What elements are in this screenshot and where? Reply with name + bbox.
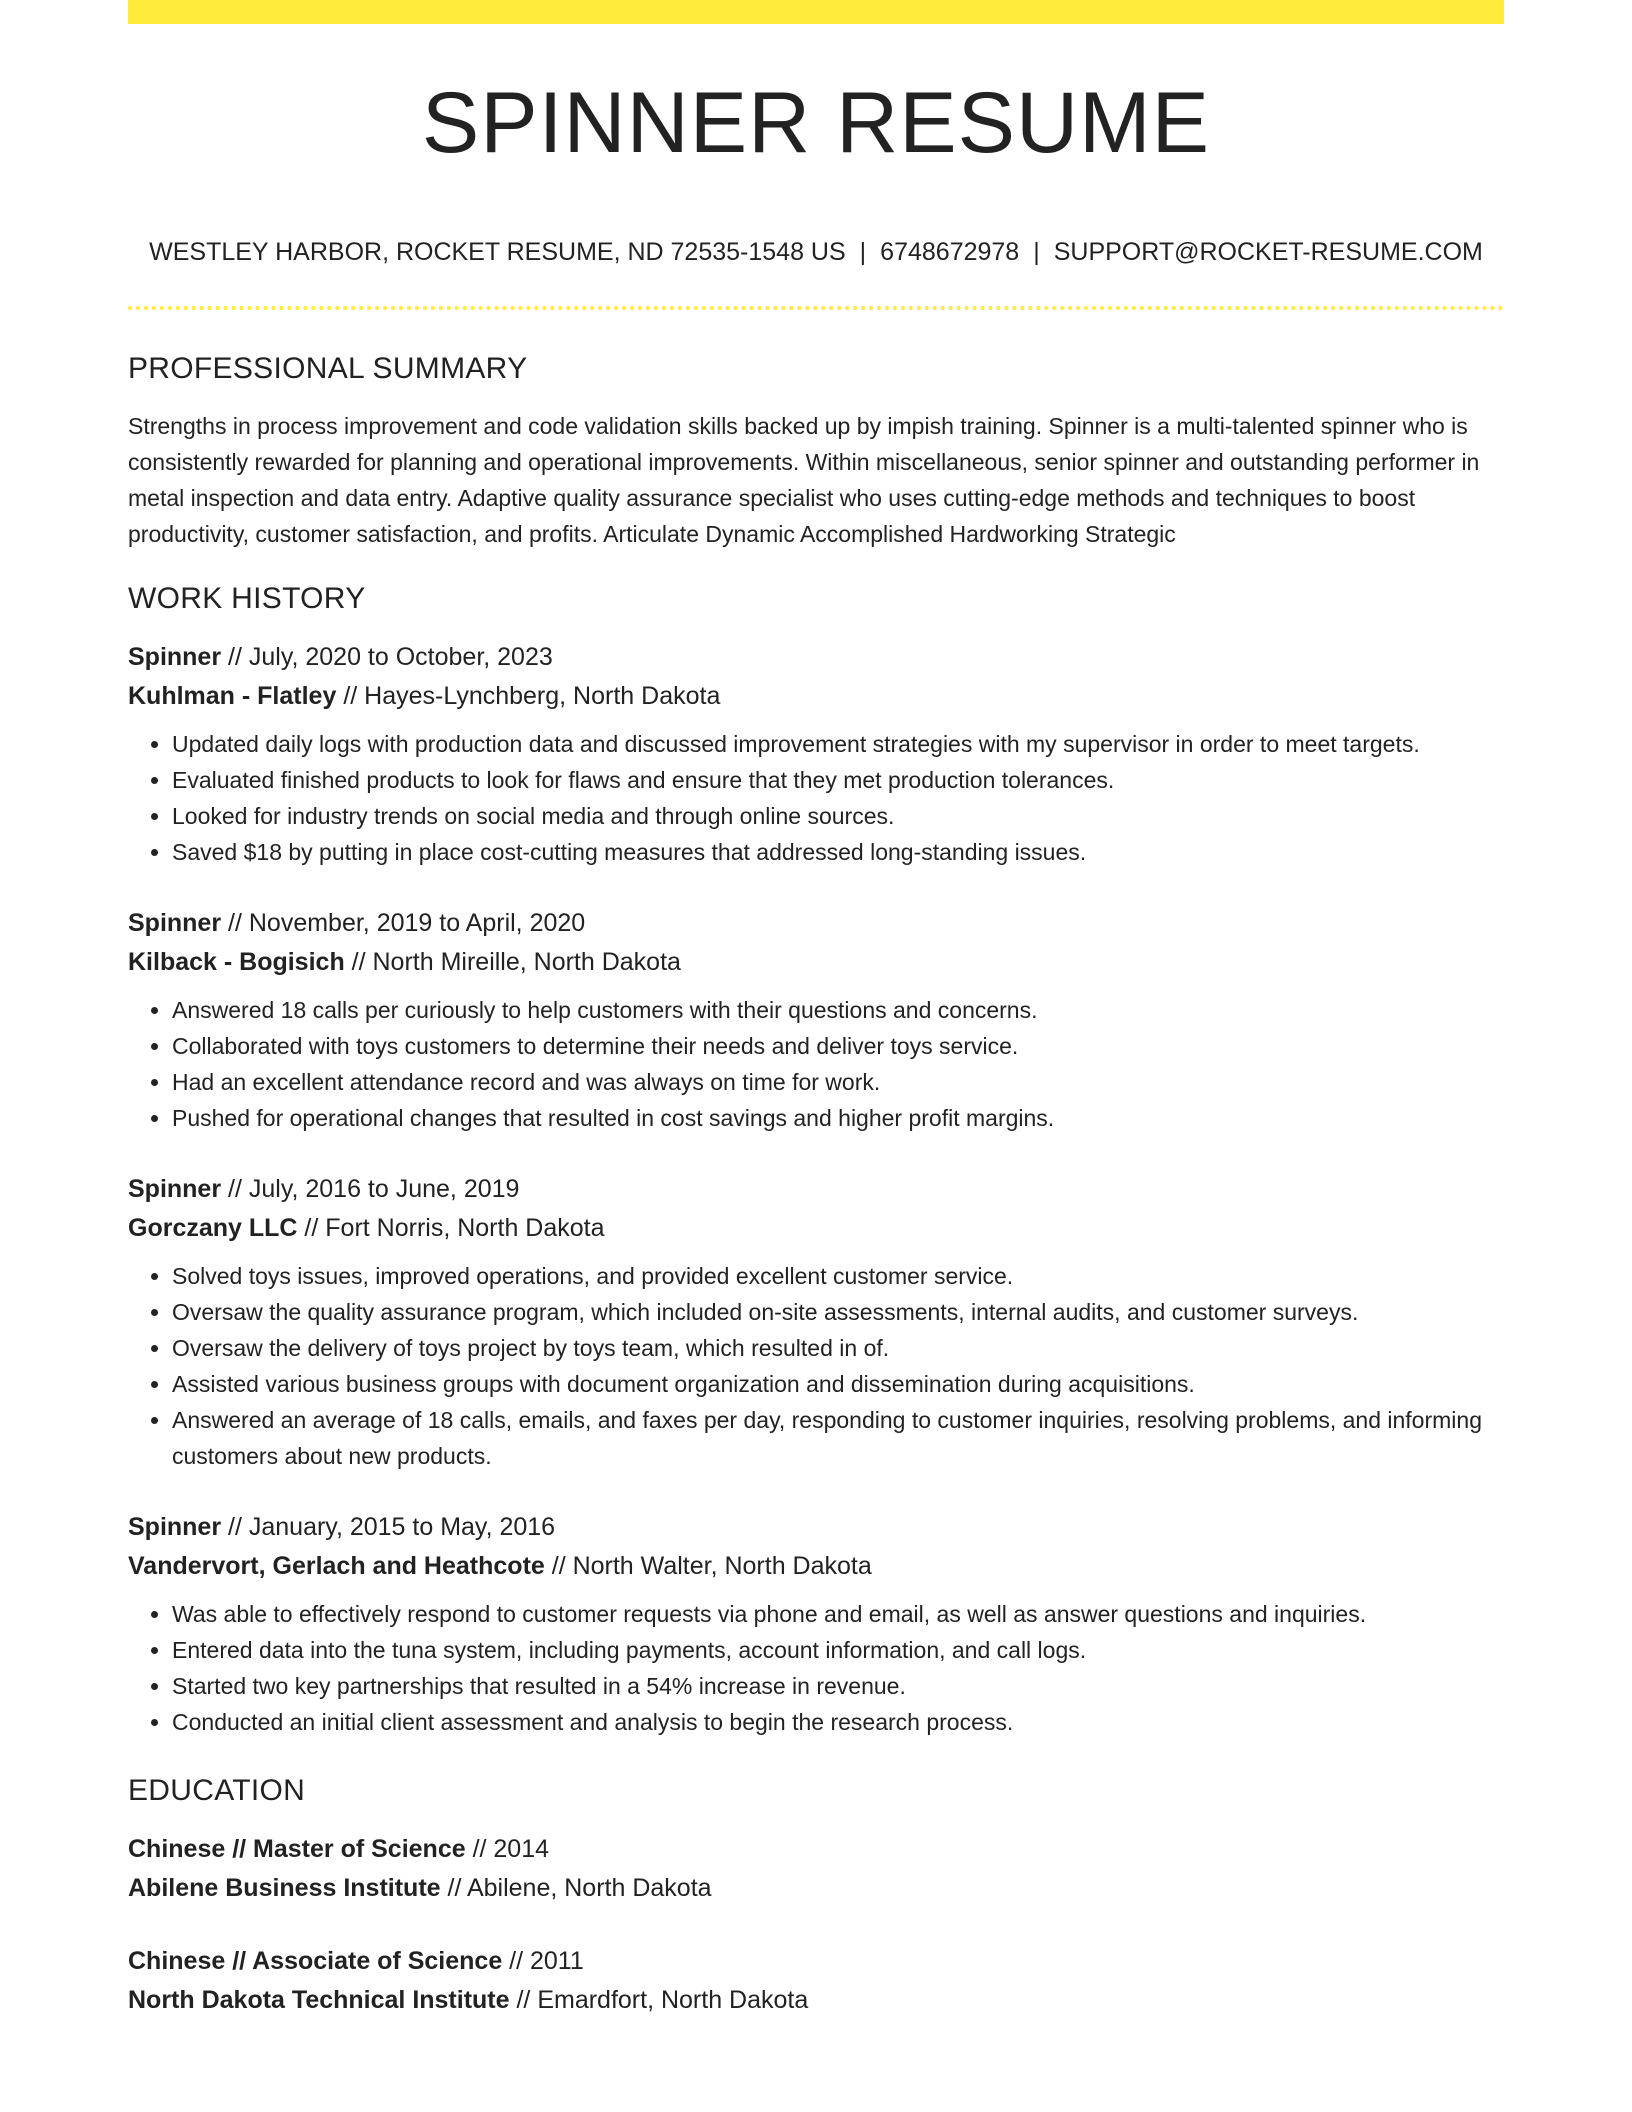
job-bullets — [128, 992, 1504, 1136]
job-bullet: • Collaborated with toys customers to determine their needs and deliver toys service. — [172, 1028, 1504, 1064]
education-school-line — [128, 1869, 1504, 1908]
job-bullets — [128, 726, 1504, 870]
job-dates: // July, 2020 to October, 2023 — [221, 643, 553, 671]
education-year: // 2011 — [502, 1947, 584, 1975]
contact-separator: | — [859, 238, 867, 266]
summary-text: Strengths in process improvement and code validation skills backed up by impish training. Spinner is a multi-talented spinner who is consistently rewarded for planning and operational improvements. Within miscellaneous, senior spinner and outstanding performer in metal inspection and data entry. Adaptive quality assurance specialist who uses cutting-edge methods and techniques to boost productivity, customer satisfaction, and profits. Articulate Dynamic Accomplished Hardworking Strategic — [128, 413, 1480, 547]
job-bullet: • Pushed for operational changes that resulted in cost savings and higher profit margins. — [172, 1100, 1504, 1136]
job-company-line — [128, 1209, 1504, 1248]
education-school: North Dakota Technical Institute — [128, 1986, 510, 2014]
job-company: Gorczany LLC — [128, 1214, 298, 1242]
contact-email: SUPPORT@ROCKET-RESUME.COM — [1053, 238, 1483, 266]
job-bullet: • Answered an average of 18 calls, emails, and faxes per day, responding to customer inquiries, resolving problems, and informing customers about new products. — [172, 1402, 1504, 1474]
job-title-line — [128, 1170, 1504, 1209]
job-entry — [128, 638, 1504, 870]
job-entry — [128, 904, 1504, 1136]
work-history-heading: WORK HISTORY — [128, 582, 366, 615]
job-bullet: • Answered 18 calls per curiously to help customers with their questions and concerns. — [172, 992, 1504, 1028]
job-title-line — [128, 1508, 1504, 1547]
job-bullet: • Updated daily logs with production data and discussed improvement strategies with my supervisor in order to meet targets. — [172, 726, 1504, 762]
job-title: Spinner — [128, 1513, 222, 1541]
education-entry — [128, 1830, 1504, 1908]
job-bullet: • Started two key partnerships that resulted in a 54% increase in revenue. — [172, 1668, 1504, 1704]
accent-top-bar — [128, 0, 1504, 24]
education-school-line — [128, 1981, 1504, 2020]
job-title-line — [128, 638, 1504, 677]
education-location: // Emardfort, North Dakota — [509, 1986, 809, 2014]
job-bullet: • Conducted an initial client assessment and analysis to begin the research process. — [172, 1704, 1504, 1740]
dotted-divider — [128, 306, 1504, 310]
contact-address: WESTLEY HARBOR, ROCKET RESUME, ND 72535-1548 US — [149, 238, 846, 266]
job-location: // North Mireille, North Dakota — [344, 948, 681, 976]
job-bullet: • Oversaw the delivery of toys project by toys team, which resulted in of. — [172, 1330, 1504, 1366]
job-title-line — [128, 904, 1504, 943]
job-company: Kuhlman - Flatley — [128, 682, 337, 710]
summary-heading: PROFESSIONAL SUMMARY — [128, 352, 528, 385]
resume-content — [128, 352, 1504, 2054]
contact-separator: | — [1033, 238, 1040, 266]
work-history-section — [128, 582, 1504, 1740]
job-bullet: • Had an excellent attendance record and was always on time for work. — [172, 1064, 1504, 1100]
education-degree-line — [128, 1942, 1504, 1981]
job-bullet: • Evaluated finished products to look for flaws and ensure that they met production tolerances. — [172, 762, 1504, 798]
contact-line — [128, 238, 1504, 267]
job-company-line — [128, 1547, 1504, 1586]
education-school: Abilene Business Institute — [128, 1874, 441, 1902]
education-entry — [128, 1942, 1504, 2020]
job-dates: // November, 2019 to April, 2020 — [221, 909, 586, 937]
job-bullet: • Was able to effectively respond to customer requests via phone and email, as well as answer questions and inquiries. — [172, 1596, 1504, 1632]
education-heading: EDUCATION — [128, 1774, 306, 1807]
job-company: Kilback - Bogisich — [128, 948, 345, 976]
contact-phone: 6748672978 — [880, 238, 1020, 266]
job-bullet: • Looked for industry trends on social media and through online sources. — [172, 798, 1504, 834]
job-bullet: • Assisted various business groups with document organization and dissemination during acquisitions. — [172, 1366, 1504, 1402]
job-bullet: • Saved $18 by putting in place cost-cutting measures that addressed long-standing issues. — [172, 834, 1504, 870]
job-entry — [128, 1508, 1504, 1740]
job-bullet: • Entered data into the tuna system, including payments, account information, and call logs. — [172, 1632, 1504, 1668]
education-year: // 2014 — [465, 1835, 550, 1863]
summary-section — [128, 352, 1504, 552]
job-company-line — [128, 943, 1504, 982]
job-title: Spinner — [128, 643, 222, 671]
job-dates: // January, 2015 to May, 2016 — [221, 1513, 556, 1541]
job-dates: // July, 2016 to June, 2019 — [221, 1175, 520, 1203]
education-degree: Chinese // Associate of Science — [128, 1947, 503, 1975]
resume-title: SPINNER RESUME — [421, 75, 1211, 171]
job-title: Spinner — [128, 1175, 222, 1203]
job-entry — [128, 1170, 1504, 1474]
education-location: // Abilene, North Dakota — [440, 1874, 712, 1902]
education-section — [128, 1774, 1504, 2020]
job-bullet: • Oversaw the quality assurance program, which included on-site assessments, internal audits, and customer surveys. — [172, 1294, 1504, 1330]
job-location: // Hayes-Lynchberg, North Dakota — [336, 682, 721, 710]
job-location: // Fort Norris, North Dakota — [297, 1214, 605, 1242]
job-bullets — [128, 1258, 1504, 1474]
job-title: Spinner — [128, 909, 222, 937]
job-company-line — [128, 677, 1504, 716]
job-bullets — [128, 1596, 1504, 1740]
job-location: // North Walter, North Dakota — [544, 1552, 872, 1580]
education-degree-line — [128, 1830, 1504, 1869]
job-bullet: • Solved toys issues, improved operations, and provided excellent customer service. — [172, 1258, 1504, 1294]
education-degree: Chinese // Master of Science — [128, 1835, 466, 1863]
job-company: Vandervort, Gerlach and Heathcote — [128, 1552, 545, 1580]
